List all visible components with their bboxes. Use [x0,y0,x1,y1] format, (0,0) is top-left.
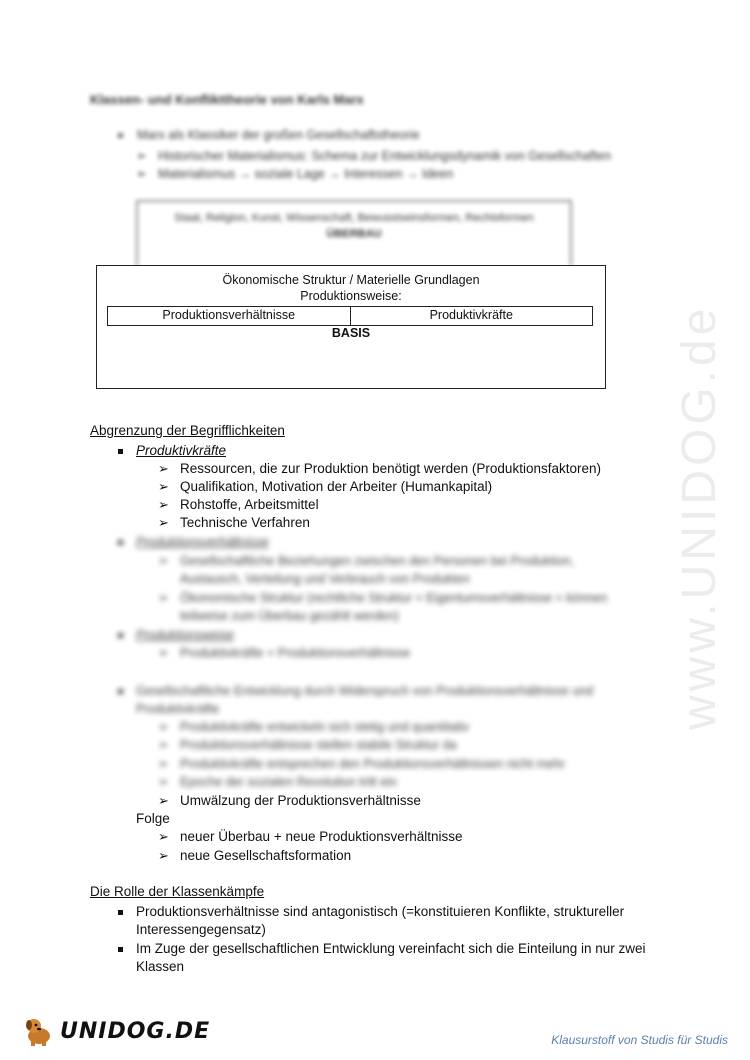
bullet-icon [118,947,123,952]
ent-item-5 [158,792,421,810]
intro-sub-text: Historischer Materialismus: Schema zur Entwicklungsdynamik von Gesellschaften [158,149,611,163]
basis-box [96,265,606,389]
folge-item-2 [158,847,351,865]
ent-item-4 [158,773,397,791]
logo-text: UNIDOG.DE [60,1018,211,1044]
arrow-bullet-icon: ➢ [158,793,169,808]
pk-item-text: Qualifikation, Motivation der Arbeiter (Humankapital) [180,479,493,494]
bullet-icon [118,689,123,694]
ent-item-text: Umwälzung der Produktionsverhältnisse [180,793,421,808]
section-heading-begriffe: Abgrenzung der Begrifflichkeiten [90,423,285,438]
term-produktivkraefte: Produktivkräfte [136,443,227,458]
kk-item-text: Im Zuge der gesellschaftlichen Entwicklung vereinfacht sich die Einteilung in nur zwei [136,941,646,956]
arrow-bullet-icon: ➢ [158,497,169,512]
pk-item-2 [158,478,492,496]
pv-item-1b: Austausch, Verteilung und Verbrauch von Produkten [180,572,470,586]
folge-item-text: neuer Überbau + neue Produktionsverhältnisse [180,829,463,844]
intro-bullet [118,126,420,145]
ent-item-text: Epoche der sozialen Revolution tritt ein [180,775,397,789]
pk-item-1 [158,460,601,478]
pk-item-3 [158,496,319,514]
dog-icon [22,1014,56,1048]
section-heading-klassenkaempfe: Die Rolle der Klassenkämpfe [90,884,265,899]
cell-produktionsverhaeltnisse: Produktionsverhältnisse [162,308,296,322]
arrow-bullet-icon: ➢ [158,479,169,494]
bullet-icon [118,633,123,638]
entwicklung-text: Gesellschaftliche Entwicklung durch Widerspruch von Produktionsverhältnisse und [136,684,594,698]
term-produktionsverhaeltnisse: Produktionsverhältnisse [136,535,269,549]
kk-item-2b: Klassen [136,959,185,974]
ueberbau-text [138,210,570,242]
basis-line-1: Ökonomische Struktur / Materielle Grundlagen [222,273,480,287]
pw-item-text: Produktivkräfte + Produktionsverhältnisse [180,646,411,660]
ent-item-text: Produktivkräfte entwickeln sich stetig und quantitativ [180,720,470,734]
arrow-bullet-icon: ➢ [158,553,169,568]
arrow-bullet-icon: ➢ [158,645,169,660]
intro-sub-2 [136,164,453,184]
folge-label: Folge [136,811,170,826]
arrow-bullet-icon: ➢ [158,848,169,863]
bullet-icon [118,133,123,138]
ent-item-2 [158,736,457,754]
pv-item-text: Gesellschaftliche Beziehungen zwischen den Personen bei Produktion, [180,554,574,568]
bullet-icon [118,910,123,915]
arrow-bullet-icon: ➢ [158,737,169,752]
entwicklung-text-2: Produktivkräfte [136,702,220,716]
kk-item-1 [118,903,624,921]
kk-item-text: Produktionsverhältnisse sind antagonistisch (=konstituieren Konflikte, struktureller [136,904,625,919]
folge-item-text: neue Gesellschaftsformation [180,848,352,863]
pv-item-2b: teilweise zum Überbau gezählt werden) [180,609,399,623]
cell-produktivkraefte: Produktivkräfte [350,307,593,325]
ent-item-text: Produktivkräfte entsprechen den Produktionsverhältnissen nicht mehr [180,757,565,771]
ent-item-1 [158,718,469,736]
arrow-bullet-icon: ➢ [158,829,169,844]
pw-item [158,644,410,662]
pk-item-text: Ressourcen, die zur Produktion benötigt werden (Produktionsfaktoren) [180,461,601,476]
intro-sub-text: Materialismus → soziale Lage → Interessen → Ideen [158,167,454,181]
pv-item-text: Ökonomische Struktur (rechtliche Struktur = Eigentumsverhältnisse = können [180,591,608,605]
bullet-icon [118,449,123,454]
arrow-bullet-icon: ➢ [158,774,169,789]
arrow-bullet-icon: ➢ [158,461,169,476]
unidog-logo[interactable] [22,1014,210,1048]
bullet-entwicklung [118,682,593,700]
arrow-bullet-icon: ➢ [158,590,169,605]
arrow-bullet-icon: ➢ [158,515,169,530]
document-title: Klassen- und Konflikttheorie von Karls Marx [90,92,364,107]
intro-sub-1 [136,146,611,166]
arrow-bullet-icon: ➢ [136,166,147,181]
footer-tagline: Klausurstoff von Studis für Studis [551,1033,728,1047]
folge-item-1 [158,828,463,846]
pk-item-text: Technische Verfahren [180,515,310,530]
basis-line-2: Produktionsweise: [300,289,402,303]
term-produktionsweise: Produktionsweise [136,628,234,642]
arrow-bullet-icon: ➢ [158,756,169,771]
arrow-bullet-icon: ➢ [158,719,169,734]
pk-item-4 [158,514,310,532]
bullet-produktivkraefte [118,442,226,460]
arrow-bullet-icon: ➢ [136,148,147,163]
ent-item-text: Produktionsverhältnisse stellen stabile Struktur da [180,738,457,752]
ueberbau-label: ÜBERBAU [326,228,382,240]
pv-item-2 [158,589,607,607]
bullet-produktionsverhaeltnisse [118,533,269,551]
pv-item-1 [158,552,574,570]
ueberbau-line: Staat, Religion, Kunst, Wissenschaft, Bewusstseinsformen, Rechtsformen [174,212,534,224]
ueberbau-box [136,200,572,266]
kk-item-1b: Interessengegensatz) [136,922,266,937]
watermark: www.UNIDOG.de [673,304,726,730]
intro-bullet-text: Marx als Klassiker der großen Gesellschaftstheorie [137,128,420,142]
basis-table [107,306,593,326]
pk-item-text: Rohstoffe, Arbeitsmittel [180,497,319,512]
basis-label: BASIS [331,326,371,340]
kk-item-2 [118,940,646,958]
ent-item-3 [158,755,565,773]
bullet-produktionsweise [118,626,234,644]
bullet-icon [118,540,123,545]
